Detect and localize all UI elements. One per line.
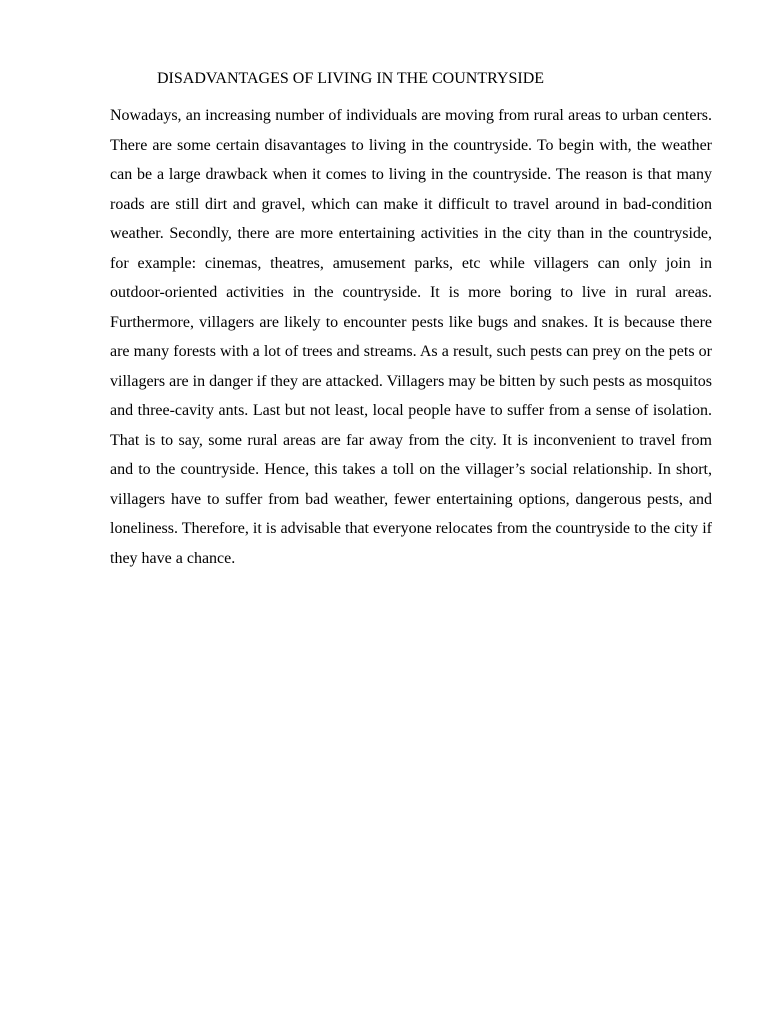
document-body-paragraph: Nowadays, an increasing number of individuals are moving from rural areas to urban centers. There are some certain disavantages to living in the countryside. To begin with, the weather can be a large drawback when it comes to living in the countryside. The reason is that many roads are still dirt and gravel, which can make it difficult to travel around in bad-condition weather. Secondly, there are more entertaining activities in the city than in the countryside, for example: cinemas, theatres, amusement parks, etc while villagers can only join in outdoor-oriented activities in the countryside. It is more boring to live in rural areas. Furthermore, villagers are likely to encounter pests like bugs and snakes. It is because there are many forests with a lot of trees and streams. As a result, such pests can prey on the pets or villagers are in danger if they are attacked. Villagers may be bitten by such pests as mosquitos and three-cavity ants. Last but not least, local people have to suffer from a sense of isolation. That is to say, some rural areas are far away from the city. It is inconvenient to travel from and to the countryside. Hence, this takes a toll on the villager’s social relationship. In short, villagers have to suffer from bad weather, fewer entertaining options, dangerous pests, and loneliness. Therefore, it is advisable that everyone relocates from the countryside to the city if they have a chance. (110, 107, 712, 567)
document-title: DISADVANTAGES OF LIVING IN THE COUNTRYSIDE (157, 70, 545, 87)
